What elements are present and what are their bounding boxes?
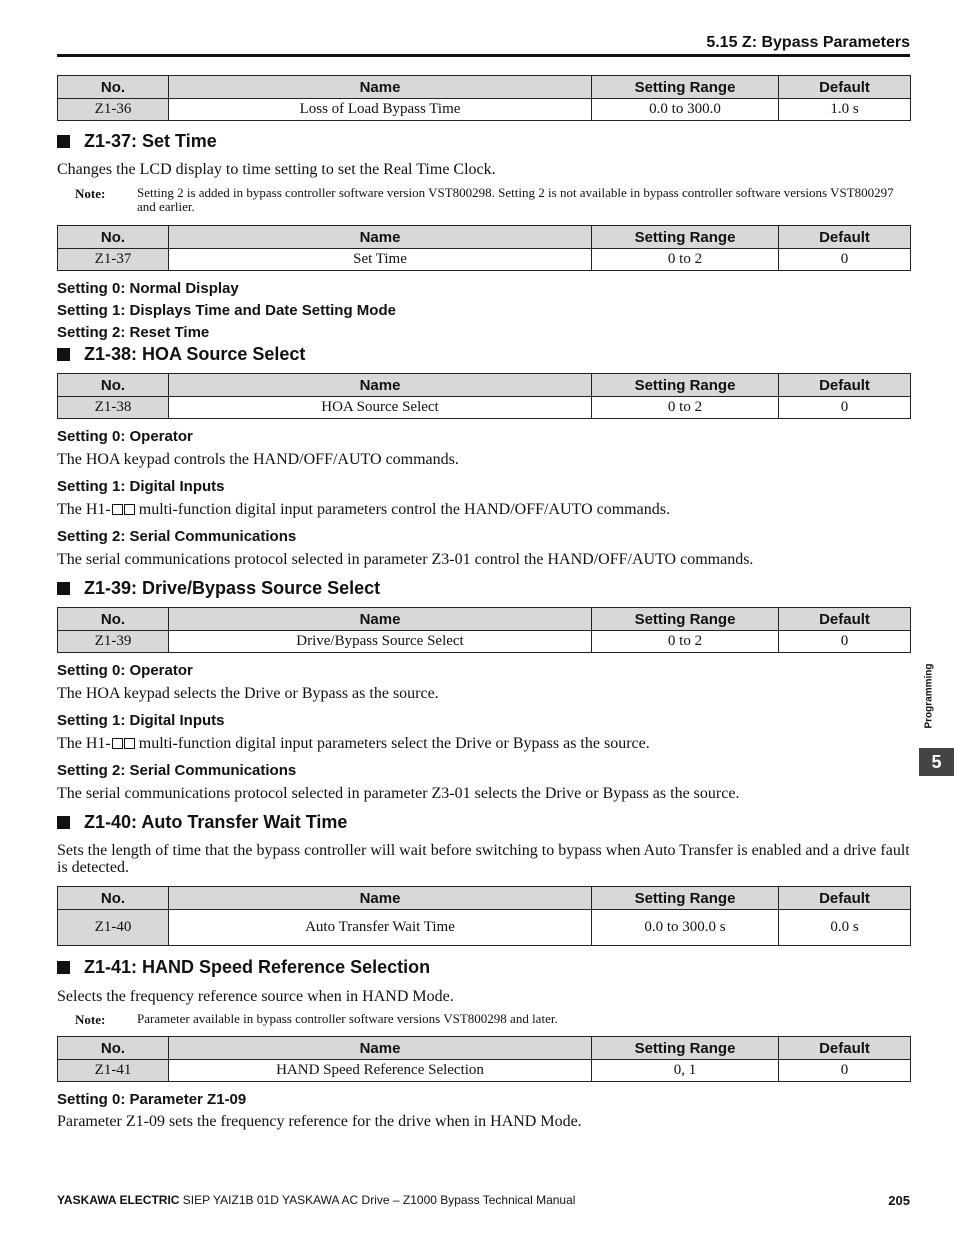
cell-default: 0 [779, 249, 911, 271]
col-header-name: Name [169, 76, 592, 99]
section-heading-z1-37 [57, 131, 217, 152]
setting-title: Setting 1: Digital Inputs [57, 712, 225, 729]
setting-title: Setting 2: Reset Time [57, 324, 210, 341]
param-table-z1-36 [57, 75, 911, 121]
col-header-default: Default [779, 226, 911, 249]
col-header-default: Default [779, 608, 911, 631]
note-label: Note: [75, 186, 106, 201]
col-header-default: Default [779, 374, 911, 397]
footer-doc-info [57, 1193, 575, 1207]
heading-text: Z1-38: HOA Source Select [84, 344, 306, 364]
table-row [58, 910, 911, 946]
text-suffix: multi-function digital input parameters control the HAND/OFF/AUTO commands. [134, 501, 670, 518]
description-z1-40: Sets the length of time that the bypass controller will wait before switching to bypass when Auto Transfer is enabled and a drive fault is detected. [57, 842, 910, 876]
cell-range: 0.0 to 300.0 [592, 99, 779, 121]
setting-title: Setting 0: Parameter Z1-09 [57, 1091, 247, 1108]
table-header-row [58, 887, 911, 910]
setting-title: Setting 2: Serial Communications [57, 528, 297, 545]
setting-title: Setting 1: Displays Time and Date Setting Mode [57, 302, 396, 319]
placeholder-box-icon [112, 504, 123, 515]
heading-text: Z1-39: Drive/Bypass Source Select [84, 578, 381, 598]
table-row [58, 99, 911, 121]
setting-title: Setting 1: Digital Inputs [57, 478, 225, 495]
text-prefix: The H1- [57, 501, 111, 518]
bullet-square-icon [57, 582, 70, 595]
cell-range: 0 to 2 [592, 631, 779, 653]
table-header-row [58, 1037, 911, 1060]
col-header-range: Setting Range [592, 1037, 779, 1060]
section-heading-z1-40 [57, 812, 347, 833]
col-header-range: Setting Range [592, 76, 779, 99]
param-table-z1-37 [57, 225, 911, 271]
col-header-name: Name [169, 1037, 592, 1060]
setting-title: Setting 0: Operator [57, 428, 193, 445]
col-header-no: No. [58, 226, 169, 249]
text-prefix: The H1- [57, 735, 111, 752]
bullet-square-icon [57, 816, 70, 829]
cell-range: 0 to 2 [592, 397, 779, 419]
cell-default: 0.0 s [779, 910, 911, 946]
footer-doc: SIEP YAIZ1B 01D YASKAWA AC Drive – Z1000 Bypass Technical Manual [179, 1193, 576, 1207]
section-heading-z1-41 [57, 957, 430, 978]
cell-name: Auto Transfer Wait Time [169, 910, 592, 946]
description-z1-37: Changes the LCD display to time setting to set the Real Time Clock. [57, 161, 496, 178]
cell-default: 0 [779, 631, 911, 653]
description-z1-41: Selects the frequency reference source when in HAND Mode. [57, 988, 454, 1005]
col-header-range: Setting Range [592, 608, 779, 631]
note-label: Note: [75, 1012, 106, 1027]
side-chapter-label [914, 656, 944, 736]
param-table-z1-41 [57, 1036, 911, 1082]
footer-brand: YASKAWA ELECTRIC [57, 1193, 180, 1207]
table-row [58, 249, 911, 271]
page-number: 205 [888, 1193, 910, 1208]
page-header-title: 5.15 Z: Bypass Parameters [706, 34, 910, 51]
cell-name: Drive/Bypass Source Select [169, 631, 592, 653]
bullet-square-icon [57, 135, 70, 148]
cell-range: 0, 1 [592, 1060, 779, 1082]
setting-text: The serial communications protocol selected in parameter Z3-01 control the HAND/OFF/AUTO commands. [57, 551, 754, 568]
cell-name: Set Time [169, 249, 592, 271]
setting-text: The HOA keypad controls the HAND/OFF/AUTO commands. [57, 451, 459, 468]
placeholder-box-icon [124, 738, 135, 749]
section-heading-z1-38 [57, 344, 305, 365]
col-header-name: Name [169, 608, 592, 631]
cell-name: HAND Speed Reference Selection [169, 1060, 592, 1082]
header-rule [57, 54, 910, 57]
setting-title: Setting 2: Serial Communications [57, 762, 297, 779]
col-header-default: Default [779, 76, 911, 99]
col-header-name: Name [169, 887, 592, 910]
setting-text: The HOA keypad selects the Drive or Bypass as the source. [57, 685, 439, 702]
cell-no: Z1-39 [58, 631, 169, 653]
table-header-row [58, 226, 911, 249]
cell-no: Z1-36 [58, 99, 169, 121]
bullet-square-icon [57, 961, 70, 974]
setting-text [57, 501, 910, 518]
table-header-row [58, 608, 911, 631]
col-header-range: Setting Range [592, 226, 779, 249]
table-header-row [58, 76, 911, 99]
cell-no: Z1-37 [58, 249, 169, 271]
table-row [58, 631, 911, 653]
cell-range: 0 to 2 [592, 249, 779, 271]
cell-no: Z1-38 [58, 397, 169, 419]
note-text: Setting 2 is added in bypass controller software version VST800298. Setting 2 is not available in bypass controller software versions VST800297 and earlier. [137, 185, 894, 214]
col-header-range: Setting Range [592, 374, 779, 397]
cell-default: 1.0 s [779, 99, 911, 121]
table-row [58, 397, 911, 419]
heading-text: Z1-37: Set Time [84, 131, 217, 151]
text-suffix: multi-function digital input parameters select the Drive or Bypass as the source. [134, 735, 650, 752]
setting-title: Setting 0: Normal Display [57, 280, 239, 297]
table-row [58, 1060, 911, 1082]
param-table-z1-40 [57, 886, 911, 946]
cell-name: Loss of Load Bypass Time [169, 99, 592, 121]
heading-text: Z1-40: Auto Transfer Wait Time [84, 812, 348, 832]
col-header-no: No. [58, 76, 169, 99]
col-header-range: Setting Range [592, 887, 779, 910]
setting-title: Setting 0: Operator [57, 662, 193, 679]
col-header-no: No. [58, 1037, 169, 1060]
cell-name: HOA Source Select [169, 397, 592, 419]
col-header-name: Name [169, 226, 592, 249]
col-header-no: No. [58, 374, 169, 397]
col-header-no: No. [58, 887, 169, 910]
chapter-tab: 5 [919, 748, 954, 776]
param-table-z1-38 [57, 373, 911, 419]
col-header-default: Default [779, 1037, 911, 1060]
cell-range: 0.0 to 300.0 s [592, 910, 779, 946]
col-header-name: Name [169, 374, 592, 397]
placeholder-box-icon [124, 504, 135, 515]
note-text: Parameter available in bypass controller software versions VST800298 and later. [137, 1011, 558, 1026]
setting-text [57, 735, 910, 752]
table-header-row [58, 374, 911, 397]
col-header-no: No. [58, 608, 169, 631]
cell-default: 0 [779, 397, 911, 419]
col-header-default: Default [779, 887, 911, 910]
setting-text: Parameter Z1-09 sets the frequency reference for the drive when in HAND Mode. [57, 1113, 582, 1130]
heading-text: Z1-41: HAND Speed Reference Selection [84, 957, 431, 977]
cell-no: Z1-40 [58, 910, 169, 946]
section-heading-z1-39 [57, 578, 380, 599]
cell-no: Z1-41 [58, 1060, 169, 1082]
bullet-square-icon [57, 348, 70, 361]
param-table-z1-39 [57, 607, 911, 653]
cell-default: 0 [779, 1060, 911, 1082]
setting-text: The serial communications protocol selected in parameter Z3-01 selects the Drive or Bypass as the source. [57, 785, 740, 802]
placeholder-box-icon [112, 738, 123, 749]
side-chapter-label-text: Programming [923, 663, 935, 729]
